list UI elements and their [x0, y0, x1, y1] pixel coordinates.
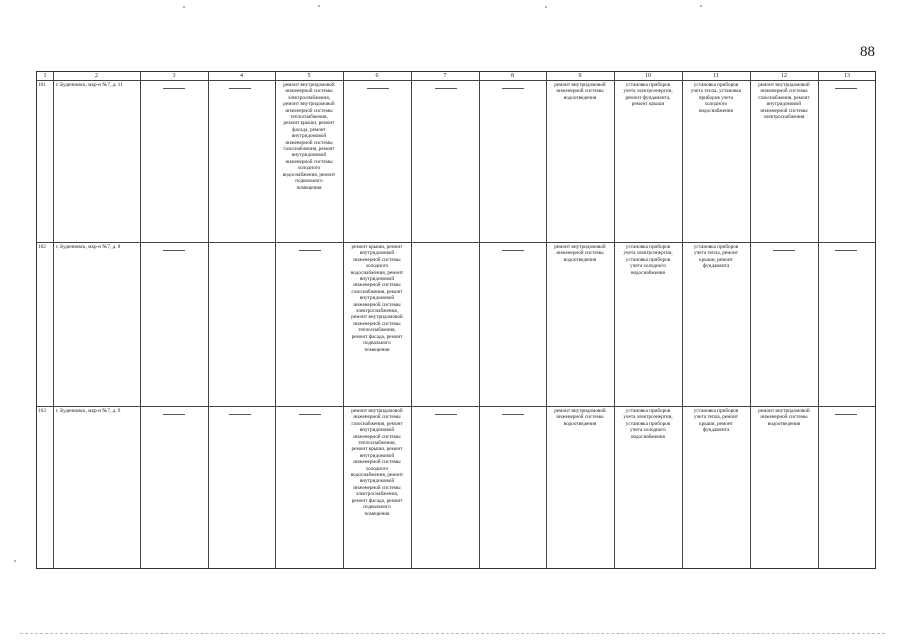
- works-col-12: ремонт внутридомовой инженерной системы газоснабжения, ремонт внутридомовой инженерной системы электроснабжения: [758, 82, 810, 121]
- row-number: 102: [38, 244, 46, 250]
- works-col-6: ремонт крыши, ремонт внутридомовой инженерной системы холодного водоснабжения, ремонт внутридомовой инженерной системы газоснабжения, ремонт внутридомовой инженерной системы электроснабжения, ремонт внутридомовой инженерной системы теплоснабжения, ремонт фасада, ремонт подвального помещения: [350, 244, 404, 353]
- header-col-11: 11: [713, 73, 719, 79]
- header-col-4: 4: [240, 73, 243, 79]
- house-address: г. Буденновск, мкр-н №7, д. 9: [56, 408, 121, 414]
- empty-dash: [502, 250, 524, 251]
- works-col-9: ремонт внутридомовой инженерной системы водоотведения: [554, 82, 606, 101]
- header-col-1: 1: [43, 73, 47, 79]
- works-col-9: ремонт внутридомовой инженерной системы водоотведения: [554, 408, 606, 427]
- capital-repair-table: [36, 71, 876, 569]
- header-col-8: 8: [511, 73, 514, 79]
- empty-dash: [835, 88, 857, 89]
- empty-dash: [835, 250, 857, 251]
- works-col-6: ремонт внутридомовой инженерной системы газоснабжения, ремонт внутридомовой инженерной системы теплоснабжения, ремонт крыши, ремонт внутридомовой инженерной системы холодного водоснабжения, ремонт внутридомовой инженерной системы электроснабжения, ремонт фасада, ремонт подвального помещения: [350, 408, 404, 517]
- works-col-10: установка приборов учета электроэнергии, установка приборов учета холодного водоснабжения: [623, 408, 673, 440]
- empty-dash: [773, 250, 795, 251]
- header-col-13: 13: [844, 73, 850, 79]
- works-col-10: установка приборов учета электроэнергии, установка приборов учета холодного водоснабжения: [623, 244, 673, 276]
- empty-dash: [435, 88, 457, 89]
- empty-dash: [502, 88, 524, 89]
- scan-speck: [545, 6, 547, 8]
- empty-dash: [435, 414, 457, 415]
- column-rule: [750, 72, 751, 568]
- header-col-7: 7: [443, 73, 447, 79]
- works-col-11: установка приборов учета тепла, ремонт крыши, ремонт фундамента: [693, 244, 739, 270]
- column-rule: [546, 72, 547, 568]
- scan-speck: [318, 5, 320, 7]
- header-col-5: 5: [307, 73, 311, 79]
- empty-dash: [502, 414, 524, 415]
- column-rule: [208, 72, 209, 568]
- header-col-12: 12: [781, 73, 787, 79]
- empty-dash: [163, 414, 185, 415]
- row-number: 101: [38, 82, 46, 88]
- row-number: 103: [38, 408, 46, 414]
- empty-dash: [229, 414, 251, 415]
- column-rule: [411, 72, 412, 568]
- works-col-11: установка приборов учета тепла, установка приборов учета холодного водоснабжения: [690, 82, 742, 114]
- works-col-11: установка приборов учета тепла, ремонт крыши, ремонт фундамента: [693, 408, 739, 434]
- column-rule: [53, 72, 54, 568]
- scan-speck: [183, 6, 185, 8]
- empty-dash: [299, 250, 321, 251]
- column-rule: [682, 72, 683, 568]
- scan-speck: [14, 560, 16, 562]
- empty-dash: [163, 250, 185, 251]
- header-col-3: 3: [172, 73, 176, 79]
- empty-dash: [299, 414, 321, 415]
- column-rule: [140, 72, 141, 568]
- empty-dash: [367, 88, 389, 89]
- house-address: г. Буденновск, мкр-н №7, д. 11: [56, 82, 123, 88]
- empty-dash: [229, 88, 251, 89]
- scan-edge-noise: [20, 633, 885, 634]
- header-col-9: 9: [578, 73, 582, 79]
- works-col-12: ремонт внутридомовой инженерной системы водоотведения: [758, 408, 810, 427]
- empty-dash: [835, 414, 857, 415]
- page-number: 88: [860, 44, 875, 60]
- column-rule: [818, 72, 819, 568]
- works-col-5: ремонт внутридомовой инженерной системы электроснабжения, ремонт внутридомовой инженерной системы теплоснабжения, ремонт крыши, ремонт фасада, ремонт внутридомовой инженерной системы газоснабжения, ремонт внутридомовой инженерной системы холодного водоснабжения, ремонт подвального помещения: [282, 82, 336, 191]
- works-col-9: ремонт внутридомовой инженерной системы водоотведения: [554, 244, 606, 263]
- house-address: г. Буденновск, мкр-н №7, д. 8: [56, 244, 121, 250]
- column-rule: [479, 72, 480, 568]
- works-col-10: установка приборов учета электроэнергии, ремонт фундамента, ремонт крыши: [623, 82, 673, 108]
- column-rule: [614, 72, 615, 568]
- scan-speck: [700, 5, 702, 7]
- header-col-10: 10: [645, 73, 651, 79]
- header-col-2: 2: [95, 73, 98, 79]
- empty-dash: [163, 88, 185, 89]
- header-col-6: 6: [375, 73, 379, 79]
